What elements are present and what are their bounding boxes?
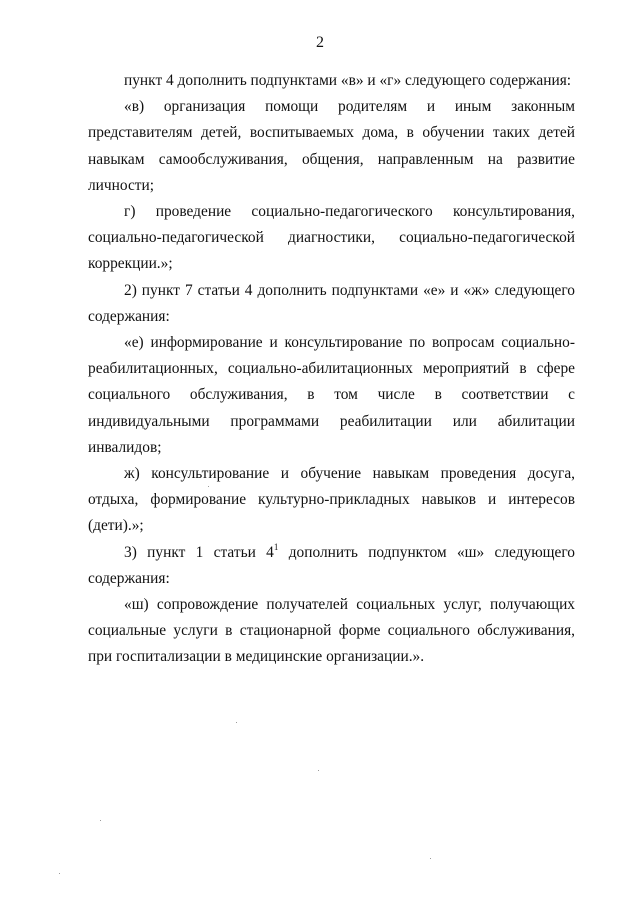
paragraph-item-3 [88, 540, 575, 592]
scan-speck [430, 858, 431, 859]
paragraph-intro: пункт 4 дополнить подпунктами «в» и «г» следующего содержания: [124, 72, 572, 89]
scan-speck [208, 486, 209, 487]
scan-speck [236, 722, 237, 723]
item-3-superscript: 1 [273, 541, 279, 552]
scan-speck [100, 820, 101, 821]
item-3-text-before: 3) пункт 1 статьи 4 [124, 543, 274, 561]
paragraph-item-v: «в) организация помощи родителям и иным законным представителям детей, воспитываемых дома, в обучении таких детей навыкам самообслуживания, общения, направленным на развитие личности; [88, 98, 575, 194]
page-number: 2 [316, 34, 324, 51]
document-body [88, 68, 575, 671]
paragraph-item-g: г) проведение социально-педагогического консультирования, социально-педагогической диагностики, социально-педагогической коррекции.»; [88, 203, 575, 273]
paragraph-item-2: 2) пункт 7 статьи 4 дополнить подпунктами «е» и «ж» следующего содержания: [88, 281, 575, 325]
paragraph-item-sh: «ш) сопровождение получателей социальных услуг, получающих социальные услуги в стационарной форме социального обслуживания, при госпитализации в медицинские организации.». [88, 596, 575, 666]
paragraph-item-e: «е) информирование и консультирование по вопросам социально-реабилитационных, социально-абилитационных мероприятий в сфере социального обслуживания, в том числе в соответствии с индивидуальными программами реабилитации или абилитации инвалидов; [88, 334, 575, 456]
paragraph-item-zh: ж) консультирование и обучение навыкам проведения досуга, отдыха, формирование культурно-прикладных навыков и интересов (дети).»; [88, 465, 575, 535]
scan-speck [59, 873, 60, 874]
item-3-text-after: дополнить подпунктом «ш» следующего содержания: [88, 543, 575, 587]
scan-speck [318, 770, 319, 771]
